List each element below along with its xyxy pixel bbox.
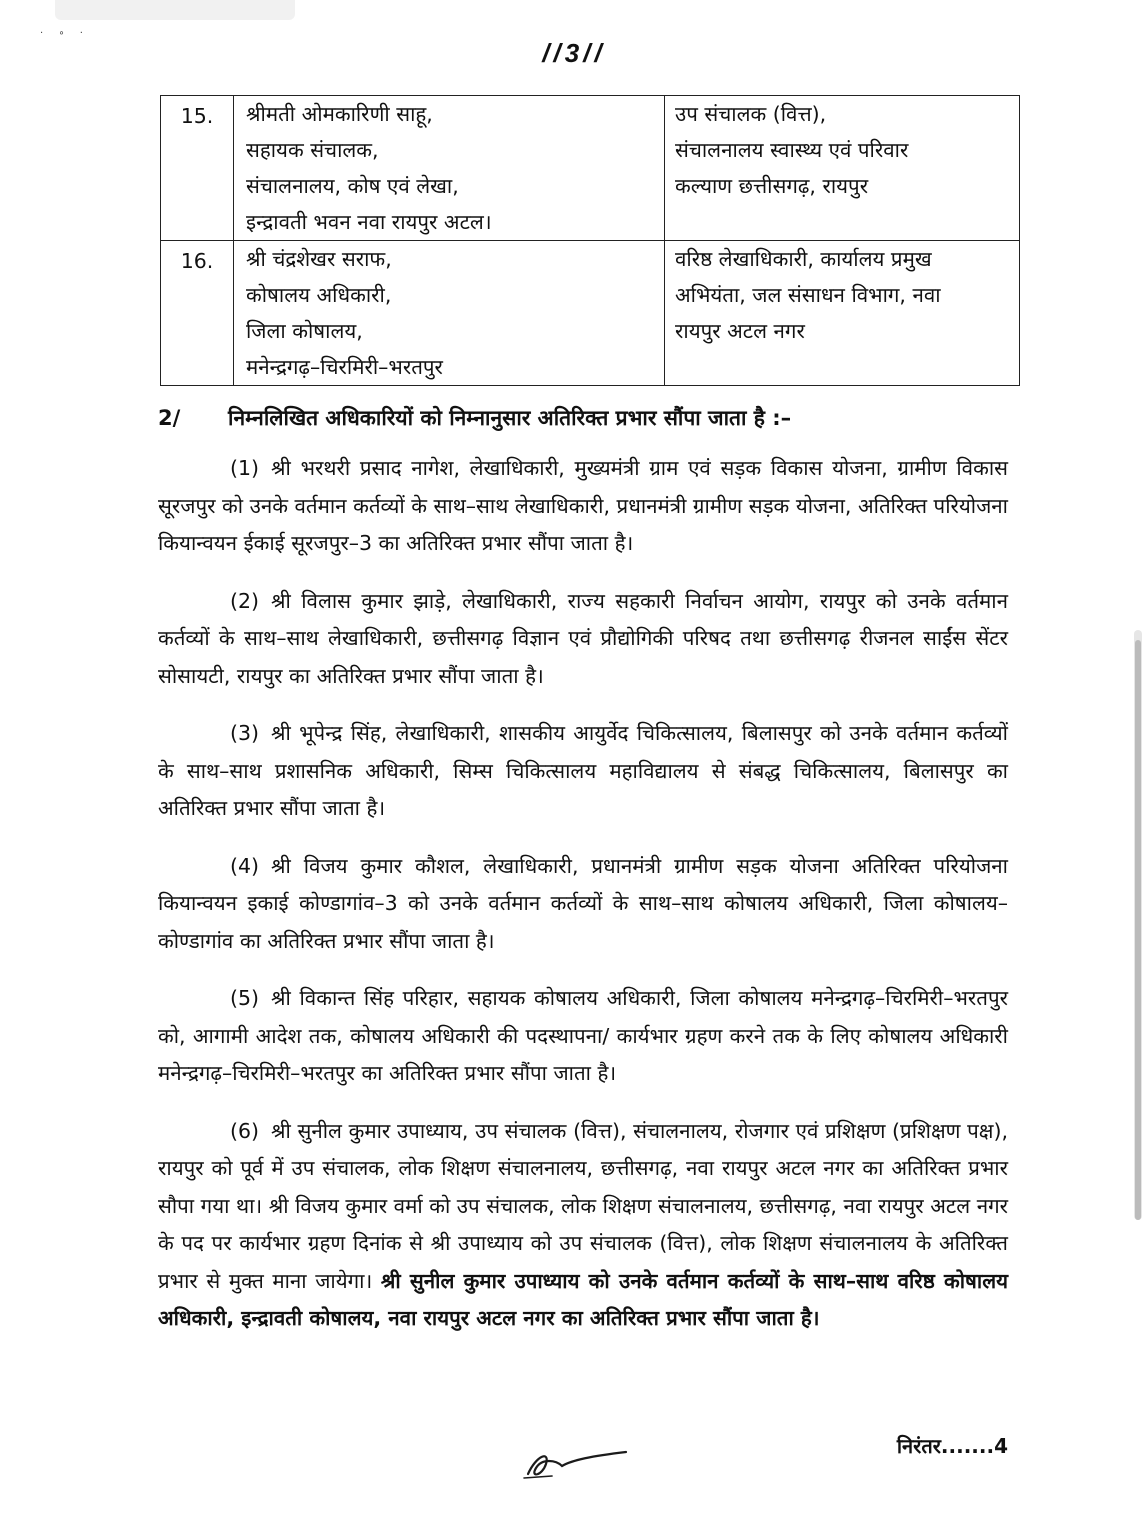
paragraph-label: (6) xyxy=(230,1118,260,1143)
paragraph xyxy=(158,583,1008,696)
scrollbar-thumb[interactable] xyxy=(1135,640,1141,1220)
officer-details xyxy=(234,241,665,386)
transfer-table xyxy=(160,95,1020,386)
posting-line: अभियंता, जल संसाधन विभाग, नवा xyxy=(675,283,941,307)
posting-line: उप संचालक (वित्त), xyxy=(675,102,827,126)
page-number: //3// xyxy=(542,38,606,68)
paragraph-text: श्री विजय कुमार कौशल, लेखाधिकारी, प्रधानमंत्री ग्रामीण सड़क योजना अतिरिक्त परियोजना कियान्वयन इकाई कोण्डागांव–3 को उनके वर्तमान कर्तव्यों के साथ–साथ कोषालय अधिकारी, जिला कोषालय–कोण्डागांव का अतिरिक्त प्रभार सौंपा जाता है। xyxy=(158,853,1008,953)
posting-line: रायपुर अटल नगर xyxy=(675,319,805,343)
posting-line: वरिष्ठ लेखाधिकारी, कार्यालय प्रमुख xyxy=(675,247,932,271)
section-2-heading xyxy=(158,404,791,432)
officer-line: जिला कोषालय, xyxy=(246,319,363,343)
paragraph xyxy=(158,450,1008,563)
row-number: 16. xyxy=(161,241,234,386)
paragraph xyxy=(158,715,1008,828)
new-posting xyxy=(665,96,1020,241)
table-row xyxy=(161,96,1020,241)
paragraph-label: (1) xyxy=(230,456,260,480)
new-posting xyxy=(665,241,1020,386)
posting-line: संचालनालय स्वास्थ्य एवं परिवार xyxy=(675,138,909,162)
charge-paragraphs xyxy=(158,450,1008,1358)
table-row xyxy=(161,241,1020,386)
officer-line: संचालनालय, कोष एवं लेखा, xyxy=(246,174,459,198)
officer-details xyxy=(234,96,665,241)
viewer-top-bar xyxy=(55,0,295,20)
officer-line: कोषालय अधिकारी, xyxy=(246,283,392,307)
paragraph xyxy=(158,980,1008,1093)
officer-line: श्री चंद्रशेखर सराफ, xyxy=(246,247,392,271)
paragraph-text: श्री विकान्त सिंह परिहार, सहायक कोषालय अधिकारी, जिला कोषालय मनेन्द्रगढ़–चिरमिरी–भरतपुर को, आगामी आदेश तक, कोषालय अधिकारी की पदस्थापना/ कार्यभार ग्रहण करने तक के लिए कोषालय अधिकारी मनेन्द्रगढ़–चिरमिरी–भरतपुर का अतिरिक्त प्रभार सौंपा जाता है। xyxy=(158,986,1008,1085)
posting-line: कल्याण छत्तीसगढ़, रायपुर xyxy=(675,174,869,198)
paragraph-text: श्री भरथरी प्रसाद नागेश, लेखाधिकारी, मुख्यमंत्री ग्राम एवं सड़क विकास योजना, ग्रामीण विकास सूरजपुर को उनके वर्तमान कर्तव्यों के साथ–साथ लेखाधिकारी, प्रधानमंत्री ग्रामीण सड़क योजना, अतिरिक्त परियोजना कियान्वयन ईकाई सूरजपुर–3 का अतिरिक्त प्रभार सौंपा जाता है। xyxy=(158,456,1008,555)
paragraph-label: (2) xyxy=(230,588,260,613)
signature-image xyxy=(522,1438,632,1483)
paragraph-bold-text: श्री सुनील कुमार उपाध्याय को उनके वर्तमान कर्तव्यों के साथ–साथ वरिष्ठ कोषालय अधिकारी, इन्द्रावती कोषालय, नवा रायपुर अटल नगर का अतिरिक्त प्रभार सौंपा जाता है। xyxy=(158,1268,1008,1330)
paragraph xyxy=(158,848,1008,961)
paragraph-text: श्री सुनील कुमार उपाध्याय, उप संचालक (वित्त), संचालनालय, रोजगार एवं प्रशिक्षण (प्रशिक्षण पक्ष), रायपुर को पूर्व में उप संचालक, लोक शिक्षण संचालनालय, छत्तीसगढ़, नवा रायपुर अटल नगर का अतिरिक्त प्रभार सौपा गया था। श्री विजय कुमार वर्मा को उप संचालक, लोक शिक्षण संचालनालय, छत्तीसगढ़, नवा रायपुर अटल नगर के पद पर कार्यभार ग्रहण दिनांक से श्री उपाध्याय को उप संचालक (वित्त), लोक शिक्षण संचालनालय के अतिरिक्त प्रभार से मुक्त माना जायेगा। xyxy=(158,1118,1008,1293)
section-heading-text: निम्नलिखित अधिकारियों को निम्नानुसार अतिरिक्त प्रभार सौंपा जाता है :– xyxy=(228,406,792,430)
officer-line: मनेन्द्रगढ़–चिरमिरी–भरतपुर xyxy=(246,355,443,379)
paragraph-label: (4) xyxy=(230,853,260,878)
officer-line: इन्द्रावती भवन नवा रायपुर अटल। xyxy=(246,210,492,234)
row-number: 15. xyxy=(161,96,234,241)
paragraph-text: श्री विलास कुमार झाड़े, लेखाधिकारी, राज्य सहकारी निर्वाचन आयोग, रायपुर को उनके वर्तमान कर्तव्यों के साथ–साथ लेखाधिकारी, छत्तीसगढ़ विज्ञान एवं प्रौद्योगिकी परिषद तथा छत्तीसगढ़ रीजनल साईंस सेंटर सोसायटी, रायपुर का अतिरिक्त प्रभार सौंपा जाता है। xyxy=(158,588,1008,688)
paragraph xyxy=(158,1113,1008,1338)
continued-marker: निरंतर.......4 xyxy=(896,1434,1008,1458)
scan-specks: · ∘ · xyxy=(40,28,89,39)
paragraph-label: (5) xyxy=(230,986,260,1010)
paragraph-text: श्री भूपेन्द्र सिंह, लेखाधिकारी, शासकीय आयुर्वेद चिकित्सालय, बिलासपुर को उनके वर्तमान कर्तव्यों के साथ–साथ प्रशासनिक अधिकारी, सिम्स चिकित्सालय महाविद्यालय से संबद्ध चिकित्सालय, बिलासपुर का अतिरिक्त प्रभार सौंपा जाता है। xyxy=(158,721,1008,820)
officer-line: सहायक संचालक, xyxy=(246,138,379,162)
section-number: 2/ xyxy=(158,406,181,430)
officer-line: श्रीमती ओमकारिणी साहू, xyxy=(246,102,433,126)
paragraph-label: (3) xyxy=(230,721,260,745)
